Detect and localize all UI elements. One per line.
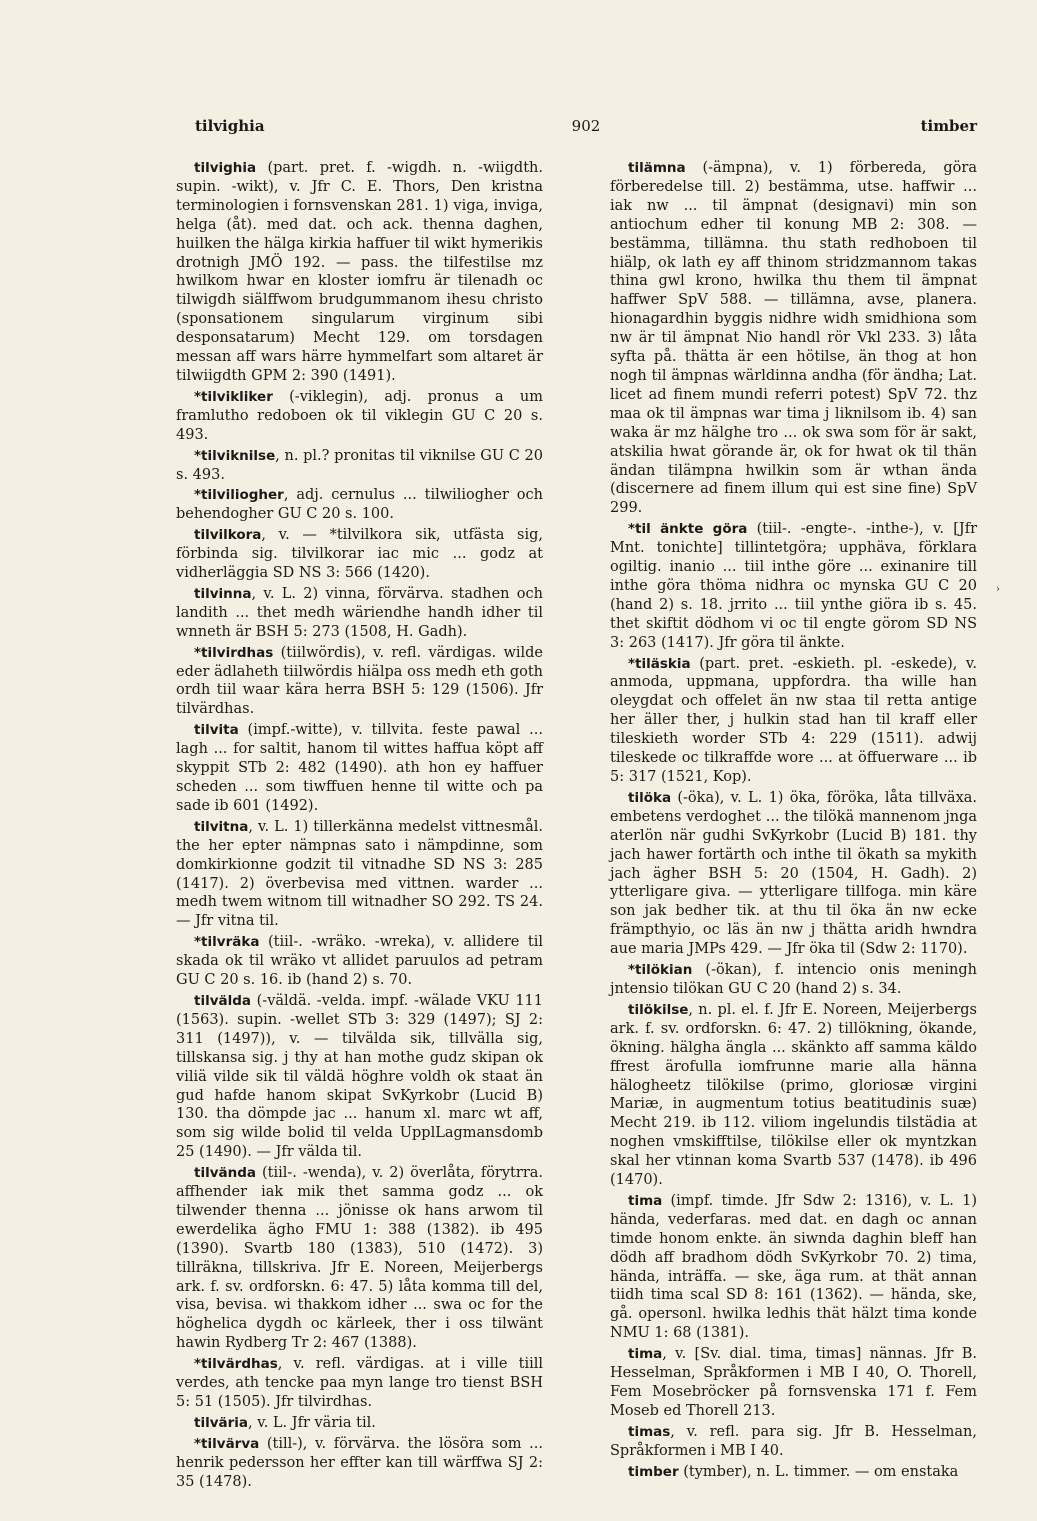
dictionary-entry (176, 721, 543, 816)
entry-definition: (tiil-. -engte-. -inthe-), v. [Jfr Mnt. tonichte] tillintetgöra; upphäva, förklara ogiltig. inanio ... tiil inthe göre ... exinanire till inthe göra thöma nidhra oc mynska GU C 20 (hand 2) s. 18. jrrito ... tiil ynthe giöra ib s. 45. thet skiftit dödhom vi oc til engte görom SD NS 3: 263 (1417). Jfr göra til änkte. (610, 521, 977, 651)
dictionary-entry (610, 655, 977, 787)
entry-headword: timber (628, 1463, 679, 1480)
entry-definition: (till-), v. förvärva. the lösöra som ... henrik pedersson her effter kan till wärffwa SJ 2: 35 (1478). (176, 1435, 543, 1490)
entry-definition: (-väldä. -velda. impf. -wälade VKU 111 (1563). supin. -wellet STb 3: 329 (1497); SJ 2: 311 (1497)), v. — tilvälda sik, tillvälla sig, tillskansa sig. j thy at han mothe gudz skipan ok viliä vilde sik til väldä höghre voldh ok staat än gud hafde hanom skipat SvKyrkobr (Lucid B) 130. tha dömpde jac ... hanum xl. marc wt aff, som sig wilde bolid til velda UpplLagmansdomb 25 (1490). — Jfr välda til. (176, 992, 543, 1161)
dictionary-entry (610, 1001, 977, 1190)
entry-definition: (-viklegin), adj. pronus a um framlutho redoboen ok til viklegin GU C 20 s. 493. (176, 388, 543, 443)
entry-definition: , v. refl. para sig. Jfr B. Hesselman, Språkformen i MB I 40. (610, 1423, 977, 1459)
entry-definition: , v. refl. värdigas. at i ville tiill verdes, ath tencke paa myn lange tro tienst BSH 5: 51 (1505). Jfr tilvirdhas. (176, 1356, 543, 1410)
header-right-guide-word: timber (920, 117, 977, 135)
entry-definition: , v. — *tilvilkora sik, utfästa sig, förbinda sig. tilvilkorar iac mic ... godz at vidherläggia SD NS 3: 566 (1420). (176, 527, 543, 582)
entry-headword: tilökilse (628, 1001, 689, 1018)
entry-headword: *tilvärdhas (194, 1356, 278, 1373)
entry-headword: *tilviliogher (194, 487, 284, 504)
dictionary-entry (176, 644, 543, 720)
dictionary-entry (176, 585, 543, 642)
dictionary-entry (610, 789, 977, 959)
entry-definition: , v. [Sv. dial. tima, timas] nännas. Jfr B. Hesselman, Språkformen i MB I 40, O. Thorell, Fem Mosebröcker på fornsvenska 171 f. Fem Moseb ed Thorell 213. (610, 1346, 977, 1419)
entry-headword: tilvighia (194, 160, 257, 176)
entry-definition: (-ökan), f. intencio onis meningh jntensio tilökan GU C 20 (hand 2) s. 34. (610, 962, 977, 997)
entry-headword: tilvilkora (194, 527, 262, 544)
page-number: 902 (571, 117, 601, 135)
dictionary-entry (176, 933, 543, 990)
entry-definition: , n. pl. el. f. Jfr E. Noreen, Meijerbergs ark. f. sv. ordforskn. 6: 47. 2) tillökning, ökande, ökning. hälgha ängla ... skänkto aff samma käldo ffrest ärofulla iomfrunne marie alla hänna hälogheetz tilökilse (primo, gloriosæ virgini Mariæ, in augmentum totius beatitudinis suæ) Mecht 219. ib 112. viliom ingelundis tilstädia at noghen vmskifftilse, tilökilse eller ok myntzkan skal her vtinnan koma Svartb 537 (1478). ib 496 (1470). (610, 1001, 977, 1189)
entry-headword: *tiläskia (628, 655, 691, 672)
dictionary-entry (610, 520, 977, 652)
entry-headword: tilvitna (194, 818, 249, 835)
entry-definition: , v. L. 2) vinna, förvärva. stadhen och landith ... thet medh wäriendhe handh idher til wnneth är BSH 5: 273 (1508, H. Gadh). (176, 585, 543, 640)
entry-headword: *tilökian (628, 962, 693, 979)
dictionary-entry (610, 1423, 977, 1461)
dictionary-entry (610, 1463, 977, 1482)
dictionary-entry (610, 159, 977, 518)
entry-headword: *tilviknilse (194, 447, 276, 464)
entry-headword: tima (628, 1346, 663, 1363)
entry-headword: tilvita (194, 722, 239, 739)
entry-definition: , v. L. 1) tillerkänna medelst vittnesmål. the her epter nämpnas sato i nämpdinne, som domkirkionne godzit til vitnadhe SD NS 3: 285 (1417). 2) överbevisa med vittnen. warder ... medh twem witnom till witnadher SO 292. TS 24. — Jfr vitna til. (176, 818, 543, 930)
dictionary-entry (176, 388, 543, 445)
entry-headword: *til änkte göra (628, 521, 748, 538)
running-header (195, 117, 977, 141)
entry-headword: tilväria (194, 1414, 249, 1431)
dictionary-entry (176, 447, 543, 485)
entry-definition: (impf. timde. Jfr Sdw 2: 1316), v. L. 1) hända, vederfaras. med dat. en dagh oc annan timde honom enkte. än siwnda daghin bleff han dödh aff bradhom dödh SvKyrkobr 70. 2) tima, hända, inträffa. — ske, äga rum. at thät annan tiidh tima scal SD 8: 161 (1362). — hända, ske, gå. opersonl. hwilka ledhis thät hälzt tima konde NMU 1: 68 (1381). (610, 1192, 977, 1342)
left-column (176, 159, 543, 1494)
entry-definition: (part. pret. -eskieth. pl. -eskede), v. anmoda, uppmana, uppfordra. tha wille han oleygdat och offelet än nw staa til retta antige her äller ther, j hulkin stad han til kraff eller tileskieth worder STb 4: 229 (1511). adwij tileskede oc tilkraffde wore ... at öffuerware ... ib 5: 317 (1521, Kop). (610, 655, 977, 785)
header-left-guide-word: tilvighia (195, 117, 265, 135)
dictionary-entry (176, 992, 543, 1162)
entry-definition: (tymber), n. L. timmer. — om enstaka (678, 1463, 959, 1480)
dictionary-entry (176, 818, 543, 931)
entry-definition: , adj. cernulus ... tilwiliogher och behendogher GU C 20 s. 100. (176, 487, 543, 523)
entry-headword: *tilvirdhas (194, 644, 274, 661)
entry-definition: (part. pret. f. -wigdh. n. -wiigdth. supin. -wikt), v. Jfr C. E. Thors, Den kristna terminologien i fornsvenskan 281. 1) viga, inviga, helga (åt). med dat. och ack. thenna daghen, huilken the hälga kirkia haffuer til wikt hymerikis drotnigh JMÖ 192. — pass. the tilfestilse mz hwilkom hwar en kloster iomfru är tilenadh oc tilwigdh siälffwom brudgummanom ihesu christo (sponsationem singularum virginum sibi desponsatarum) Mecht 129. om torsdagen messan aff wars härre hymmelfart som altaret är tilwiigdth GPM 2: 390 (1491). (176, 160, 543, 384)
entry-headword: *tilvräka (194, 934, 260, 951)
dictionary-entry (176, 1435, 543, 1492)
dictionary-entry (176, 486, 543, 524)
entry-definition: (tiil-. -wräko. -wreka), v. allidere til skada ok til wräko vt allidet paruulos ad petram GU C 20 s. 16. ib (hand 2) s. 70. (176, 934, 543, 989)
dictionary-entry (176, 1355, 543, 1412)
dictionary-entry (610, 961, 977, 999)
entry-headword: tilvälda (194, 992, 252, 1009)
entry-headword: tilvinna (194, 585, 252, 602)
margin-mark: › (996, 584, 1000, 595)
entry-headword: timas (628, 1423, 671, 1440)
dictionary-entry (176, 1414, 543, 1433)
entry-definition: , v. L. Jfr väria til. (248, 1414, 376, 1431)
dictionary-entry (176, 526, 543, 583)
right-column (610, 159, 977, 1484)
dictionary-entry (176, 159, 543, 386)
dictionary-entry (176, 1164, 543, 1353)
entry-headword: *tilvikliker (194, 388, 273, 405)
entry-headword: tima (628, 1192, 663, 1209)
entry-headword: tilvända (194, 1165, 257, 1182)
entry-definition: (impf.-witte), v. tillvita. feste pawal ... lagh ... for saltit, hanom til wittes haffua köpt aff skyppit STb 2: 482 (1490). ath hon ey haffuer scheden ... som tiwffuen henne til witte och pa sade ib 601 (1492). (176, 722, 543, 814)
entry-headword: tilämna (628, 160, 686, 176)
entry-definition: (tiilwördis), v. refl. värdigas. wilde eder ädlaheth tiilwördis hiälpa oss medh eth goth ordh tiil waar kära herra BSH 5: 129 (1506). Jfr tilvärdhas. (176, 644, 543, 718)
entry-headword: tilöka (628, 789, 672, 806)
entry-headword: *tilvärva (194, 1435, 260, 1452)
entry-definition: (-ämpna), v. 1) förbereda, göra förberedelse till. 2) bestämma, utse. haffwir ... iak nw ... til ämpnat (designavi) min son antiochum edher til konung MB 2: 308. — bestämma, tillämna. thu stath redhoboen til hiälp, ok lath ey aff thinom stridzmannom takas thina gwl krono, hwilka thu them til ämpnat haffwer SpV 588. — tillämna, avse, planera. hionagardhin byggis nidhre widh smidhiona som nw är til ämpnat Nio handl rör Vkl 233. 3) låta syfta på. thätta är een hötilse, än thog at hon nogh til ämpnas wärldinna andha (för ändha; Lat. licet ad finem mundi referri potest) SpV 72. thz maa ok til ämpnas war tima j liknilsom ib. 4) san waka är mz hälghe tro ... ok swa som för är sakt, atskilia hwat görande är, ok for hwat ok til thän ändan tilämpna hwilkin som är wthan ända (discernere ad finem illum qui est sine fine) SpV 299. (610, 160, 977, 517)
dictionary-entry (610, 1192, 977, 1343)
entry-definition: (tiil-. -wenda), v. 2) överlåta, förytrra. affhender iak mik thet samma godz ... ok tilwender thenna ... jönisse ok hans arwom til ewerdelika ägho FMU 1: 388 (1382). ib 495 (1390). Svartb 180 (1383), 510 (1472). 3) tillräkna, tillskriva. Jfr E. Noreen, Meijerbergs ark. f. sv. ordforskn. 6: 47. 5) låta komma till del, visa, bevisa. wi thakkom idher ... swa oc for the höghelica dygdh oc kärleek, ther i oss tilwänt hawin Rydberg Tr 2: 467 (1388). (176, 1165, 543, 1352)
entry-definition: , n. pl.? pronitas til viknilse GU C 20 s. 493. (176, 447, 543, 483)
dictionary-entry (610, 1345, 977, 1421)
entry-definition: (-öka), v. L. 1) öka, föröka, låta tillväxa. embetens verdoghet ... the tilökä mannenom jnga aterlön när gudhi SvKyrkobr (Lucid B) 181. thy jach hawer fortärth och inthe til ökath sa mykith jach ägher BSH 5: 20 (1504, H. Gadh). 2) ytterligare giva. — ytterligare tillfoga. min käre son jak bedher tik. at thu til öka än nw ecke främpthyio, oc läs än nw j thätta aridh hwndra aue maria JMPs 429. — Jfr öka til (Sdw 2: 1170). (610, 789, 977, 958)
